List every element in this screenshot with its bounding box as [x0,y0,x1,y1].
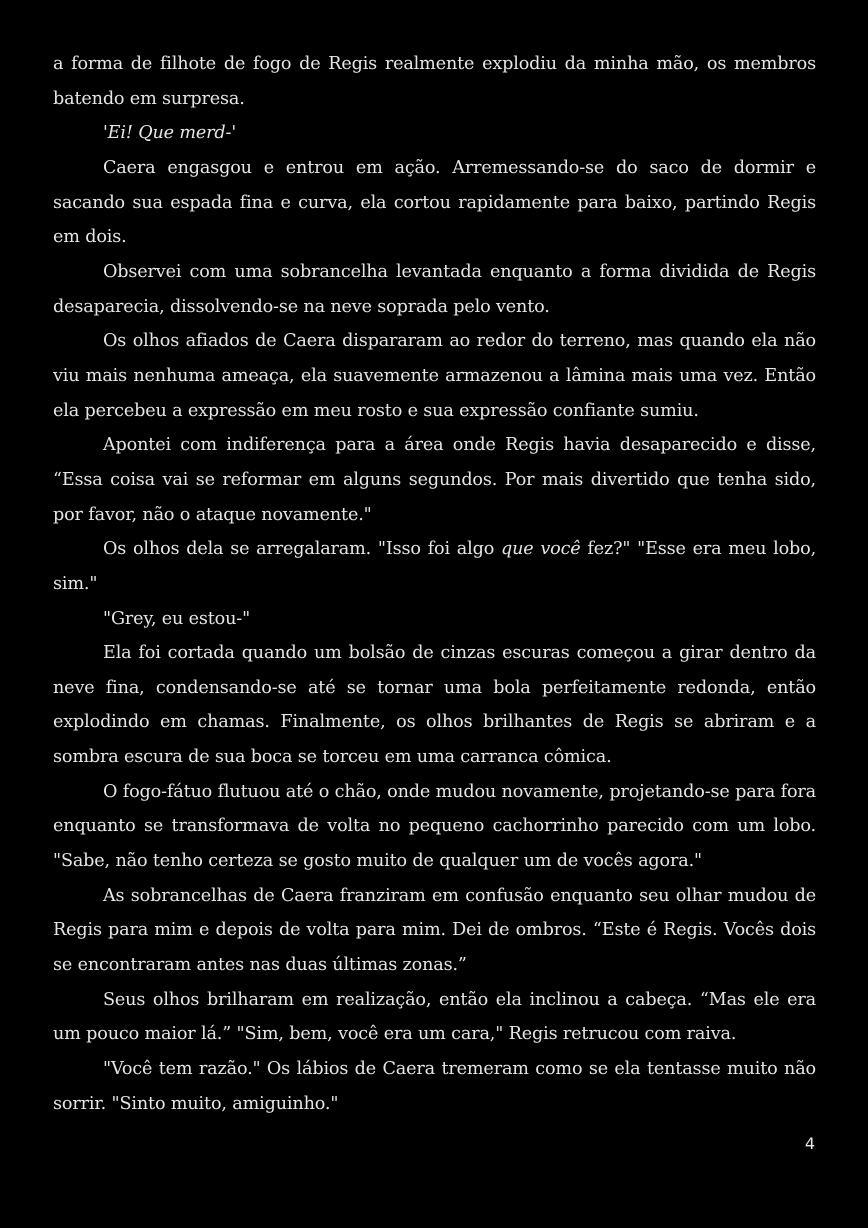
paragraph-text: Os olhos afiados de Caera dispararam ao redor do terreno, mas quando ela não viu mais nenhuma ameaça, ela suavemente armazenou a lâmina mais uma vez. Então ela percebeu a expressão em meu rosto e sua expressão confiante sumiu. [53,331,816,421]
paragraph [53,324,816,428]
paragraph [53,1052,816,1121]
paragraph [53,532,816,601]
page-body [53,47,816,1121]
paragraph [53,602,816,637]
paragraph-text: Ela foi cortada quando um bolsão de cinzas escuras começou a girar dentro da neve fina, condensando-se até se tornar uma bola perfeitamente redonda, então explodindo em chamas. Finalmente, os olhos brilhantes de Regis se abriram e a sombra escura de sua boca se torceu em uma carranca cômica. [53,643,816,768]
paragraph [53,151,816,255]
paragraph [53,47,816,116]
paragraph-text: Os olhos dela se arregalaram. "Isso foi algo [103,539,501,560]
italic-text: que você [500,539,581,560]
paragraph-text: Observei com uma sobrancelha levantada enquanto a forma dividida de Regis desaparecia, dissolvendo-se na neve soprada pelo vento. [53,261,816,317]
paragraph [53,428,816,532]
paragraph [53,775,816,879]
paragraph-text: a forma de filhote de fogo de Regis realmente explodiu da minha mão, os membros batendo em surpresa. [53,54,816,109]
paragraph [53,255,816,324]
italic-text: 'Ei! Que merd-' [103,123,237,144]
paragraph-text: As sobrancelhas de Caera franziram em confusão enquanto seu olhar mudou de Regis para mim e depois de volta para mim. Dei de ombros. “Este é Regis. Vocês dois se encontraram antes nas duas últimas zonas.” [53,885,816,976]
paragraph-text: fez?" "Esse era meu lobo, sim." [53,539,817,594]
paragraph [53,879,816,983]
paragraph-text: O fogo-fátuo flutuou até o chão, onde mudou novamente, projetando-se para fora enquanto se transformava de volta no pequeno cachorrinho parecido com um lobo. "Sabe, não tenho certeza se gosto muito de qualquer um de vocês agora." [53,781,816,872]
paragraph-text: Apontei com indiferença para a área onde Regis havia desaparecido e disse, “Essa coisa vai se reformar em alguns segundos. Por mais divertido que tenha sido, por favor, não o ataque novamente." [53,435,816,525]
paragraph [53,116,816,151]
paragraph [53,983,816,1052]
page-number: 4 [804,1134,815,1153]
paragraph-text: Caera engasgou e entrou em ação. Arremessando-se do saco de dormir e sacando sua espada fina e curva, ela cortou rapidamente para baixo, partindo Regis em dois. [53,157,816,248]
paragraph-text: "Grey, eu estou-" [103,608,251,629]
paragraph-text: "Você tem razão." Os lábios de Caera tremeram como se ela tentasse muito não sorrir. "Sinto muito, amiguinho." [53,1059,816,1114]
paragraph [53,636,816,775]
paragraph-text: Seus olhos brilharam em realização, então ela inclinou a cabeça. “Mas ele era um pouco maior lá.” "Sim, bem, você era um cara," Regis retrucou com raiva. [53,989,816,1045]
